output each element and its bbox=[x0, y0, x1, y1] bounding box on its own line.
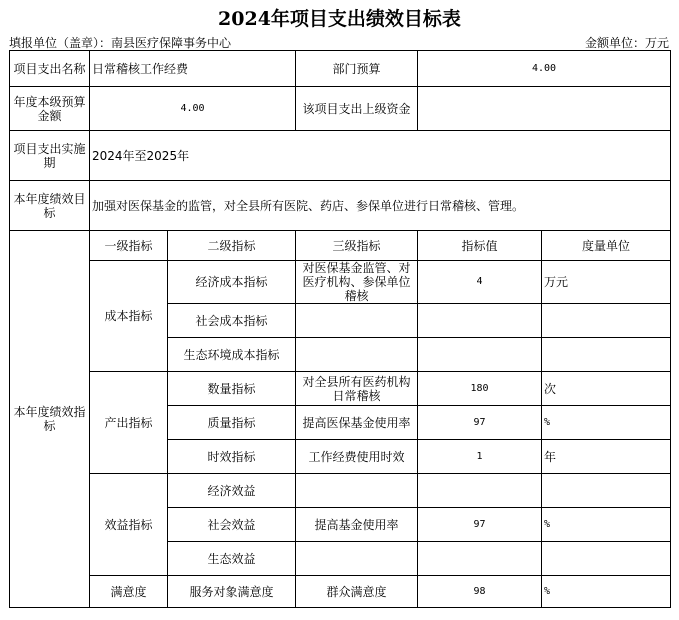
level2-cell: 经济效益 bbox=[168, 474, 296, 508]
header-level3: 三级指标 bbox=[296, 231, 418, 261]
unit-cell: 年 bbox=[542, 440, 671, 474]
level3-cell: 提高医保基金使用率 bbox=[296, 406, 418, 440]
upper-funds-label: 该项目支出上级资金 bbox=[296, 87, 418, 131]
level3-cell: 对医保基金监管、对医疗机构、参保单位稽核 bbox=[296, 261, 418, 304]
level2-cell: 经济成本指标 bbox=[168, 261, 296, 304]
level2-cell: 社会成本指标 bbox=[168, 304, 296, 338]
row-goal bbox=[10, 181, 671, 231]
value-cell: 97 bbox=[418, 508, 542, 542]
value-cell: 180 bbox=[418, 372, 542, 406]
cost-indicator-label: 成本指标 bbox=[90, 261, 168, 372]
table-row bbox=[10, 576, 671, 608]
level3-cell: 提高基金使用率 bbox=[296, 508, 418, 542]
row-period bbox=[10, 131, 671, 181]
output-indicator-label: 产出指标 bbox=[90, 372, 168, 474]
row-project-name bbox=[10, 51, 671, 87]
level2-cell: 生态效益 bbox=[168, 542, 296, 576]
table-row bbox=[10, 372, 671, 406]
satisfaction-indicator-label: 满意度 bbox=[90, 576, 168, 608]
level3-cell: 群众满意度 bbox=[296, 576, 418, 608]
header-value: 指标值 bbox=[418, 231, 542, 261]
level2-cell: 社会效益 bbox=[168, 508, 296, 542]
table-row bbox=[10, 261, 671, 304]
value-cell: 97 bbox=[418, 406, 542, 440]
level2-cell: 质量指标 bbox=[168, 406, 296, 440]
page-title: 2024年项目支出绩效目标表 bbox=[218, 8, 461, 30]
unit-cell bbox=[542, 304, 671, 338]
benefit-indicator-label: 效益指标 bbox=[90, 474, 168, 576]
unit-cell: % bbox=[542, 576, 671, 608]
period-value: 2024年至2025年 bbox=[90, 131, 671, 181]
indicators-section-label: 本年度绩效指标 bbox=[10, 231, 90, 608]
header-unit: 度量单位 bbox=[542, 231, 671, 261]
value-cell bbox=[418, 338, 542, 372]
value-cell bbox=[418, 304, 542, 338]
unit-cell bbox=[542, 338, 671, 372]
annual-budget-value: 4.00 bbox=[90, 87, 296, 131]
level3-cell bbox=[296, 474, 418, 508]
level3-cell bbox=[296, 542, 418, 576]
goal-label: 本年度绩效目标 bbox=[10, 181, 90, 231]
value-cell: 4 bbox=[418, 261, 542, 304]
table-row bbox=[10, 474, 671, 508]
period-label: 项目支出实施期 bbox=[10, 131, 90, 181]
unit-cell: 次 bbox=[542, 372, 671, 406]
unit-cell bbox=[542, 474, 671, 508]
value-cell: 1 bbox=[418, 440, 542, 474]
performance-table bbox=[9, 50, 671, 608]
amount-unit: 金额单位：万元 bbox=[584, 36, 669, 50]
level3-cell: 对全县所有医药机构日常稽核 bbox=[296, 372, 418, 406]
row-annual-budget bbox=[10, 87, 671, 131]
value-cell bbox=[418, 542, 542, 576]
indicator-header-row bbox=[10, 231, 671, 261]
unit-cell: % bbox=[542, 508, 671, 542]
project-name-label: 项目支出名称 bbox=[10, 51, 90, 87]
unit-cell: 万元 bbox=[542, 261, 671, 304]
reporting-unit: 填报单位（盖章）：南县医疗保障事务中心 bbox=[9, 36, 232, 50]
dept-budget-label: 部门预算 bbox=[296, 51, 418, 87]
unit-cell bbox=[542, 542, 671, 576]
header-level2: 二级指标 bbox=[168, 231, 296, 261]
annual-budget-label: 年度本级预算金额 bbox=[10, 87, 90, 131]
header-level1: 一级指标 bbox=[90, 231, 168, 261]
project-name-value: 日常稽核工作经费 bbox=[90, 51, 296, 87]
dept-budget-value: 4.00 bbox=[418, 51, 671, 87]
level2-cell: 时效指标 bbox=[168, 440, 296, 474]
level2-cell: 数量指标 bbox=[168, 372, 296, 406]
value-cell bbox=[418, 474, 542, 508]
goal-value: 加强对医保基金的监管，对全县所有医院、药店、参保单位进行日常稽核、管理。 bbox=[90, 181, 671, 231]
upper-funds-value bbox=[418, 87, 671, 131]
level2-cell: 生态环境成本指标 bbox=[168, 338, 296, 372]
level3-cell: 工作经费使用时效 bbox=[296, 440, 418, 474]
level3-cell bbox=[296, 304, 418, 338]
level3-cell bbox=[296, 338, 418, 372]
value-cell: 98 bbox=[418, 576, 542, 608]
level2-cell: 服务对象满意度 bbox=[168, 576, 296, 608]
unit-cell: % bbox=[542, 406, 671, 440]
